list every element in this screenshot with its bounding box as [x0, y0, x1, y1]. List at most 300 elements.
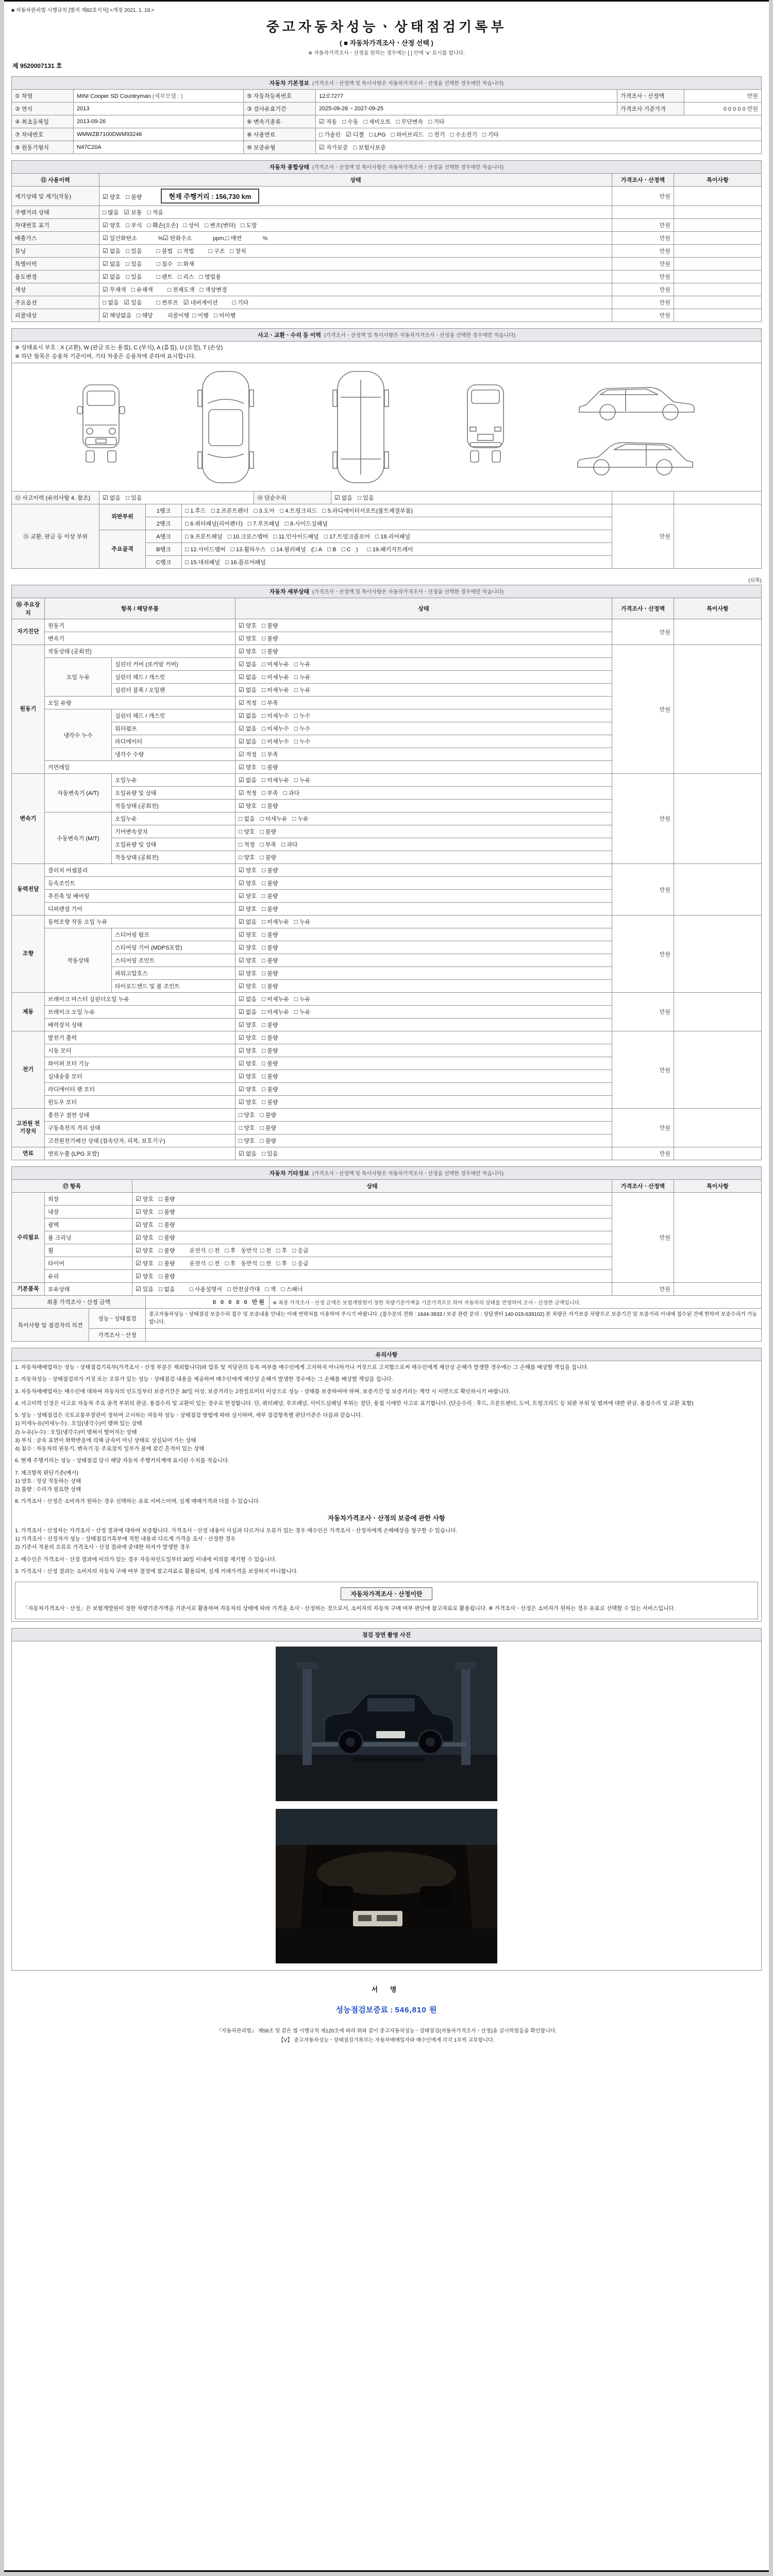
checkbox-unchecked[interactable] [260, 1137, 277, 1145]
checkbox-unchecked[interactable] [327, 546, 337, 553]
checkbox-checked[interactable] [239, 699, 257, 707]
checkbox-label: 과다 [287, 842, 298, 848]
checkbox-checked[interactable] [239, 763, 257, 771]
empty-box-icon: □ [262, 738, 266, 745]
checkbox-unchecked[interactable] [262, 711, 289, 720]
checkbox-unchecked[interactable] [294, 995, 311, 1003]
checkbox-unchecked[interactable] [178, 260, 194, 268]
checkbox-checked[interactable] [239, 930, 257, 939]
checked-box-icon: ☑ [183, 299, 189, 306]
checkbox-checked[interactable] [103, 234, 137, 242]
checkbox-unchecked[interactable] [262, 737, 289, 745]
checkbox-unchecked[interactable] [358, 494, 374, 502]
checkbox-unchecked[interactable] [231, 545, 266, 553]
checkbox-unchecked[interactable] [396, 117, 423, 126]
checkbox-label: 17.트렁크플로어 [329, 534, 371, 540]
checkbox-label: 세미오토 [368, 119, 391, 125]
checked-box-icon: ☑ [239, 892, 244, 900]
section-band-etc: 자동차 기타정보 (가격조사ㆍ산정액 및 특이사항은 자동차가격조사ㆍ산정을 선택한 경우에만 적습니다) [12, 1167, 762, 1180]
checkbox-unchecked[interactable] [375, 532, 410, 540]
checkbox-unchecked[interactable] [200, 285, 227, 294]
item-state [132, 1231, 612, 1244]
checkbox-unchecked[interactable] [260, 1259, 271, 1267]
fuel-label: ⑧ 사용연료 [244, 128, 316, 141]
checkbox-unchecked[interactable] [260, 1124, 277, 1132]
checkbox-label: 불량 [164, 1196, 175, 1202]
checkbox-unchecked[interactable] [294, 724, 311, 733]
item-state [236, 1057, 612, 1070]
checkbox-label: 있음 [131, 495, 142, 501]
checkbox-checked[interactable] [239, 634, 257, 642]
item-label: 실내송풍 모터 [45, 1070, 236, 1083]
checkbox-checked[interactable] [239, 673, 257, 681]
checkbox-unchecked[interactable] [254, 506, 275, 515]
checkbox-checked[interactable] [239, 892, 257, 900]
checkbox-unchecked[interactable] [248, 519, 280, 528]
item-state [236, 787, 612, 800]
checkbox-unchecked[interactable] [369, 131, 385, 138]
checkbox-unchecked[interactable] [262, 621, 278, 630]
checkbox-unchecked[interactable] [147, 221, 178, 229]
price-cell: 만원 [612, 1109, 674, 1147]
col-usage-history: ⑪ 사용이력 [12, 174, 99, 187]
checkbox-checked[interactable] [239, 1085, 257, 1093]
checkbox-checked[interactable] [239, 918, 257, 926]
checkbox-label: 수동 [347, 119, 359, 125]
checkbox-unchecked[interactable] [228, 532, 268, 540]
checkbox-label: 양호 [109, 223, 121, 229]
checkbox-unchecked[interactable] [283, 789, 300, 797]
vin-value: WMWZB7100DWM93246 [74, 128, 244, 141]
checkbox-checked[interactable] [239, 995, 257, 1003]
checkbox-unchecked[interactable] [126, 273, 142, 281]
checkbox-unchecked[interactable] [192, 311, 209, 319]
empty-box-icon: □ [159, 1221, 163, 1228]
checkbox-unchecked[interactable] [226, 234, 242, 242]
empty-box-icon: □ [262, 1086, 266, 1093]
checkbox-checked[interactable] [239, 1021, 257, 1029]
checkbox-unchecked[interactable] [281, 1285, 303, 1293]
checkbox-checked[interactable] [239, 1059, 257, 1067]
empty-box-icon: □ [230, 546, 234, 553]
summary-item-label: 리콜대상 [12, 309, 99, 322]
checkbox-unchecked[interactable] [205, 221, 236, 229]
checkbox-unchecked[interactable] [209, 1246, 220, 1255]
checkbox-checked[interactable] [239, 1008, 257, 1016]
checkbox-unchecked[interactable] [262, 969, 278, 977]
checkbox-checked[interactable] [136, 1208, 154, 1216]
price-cell: 만원 [612, 916, 674, 993]
checkbox-unchecked[interactable] [262, 647, 278, 655]
price-cell: 만원 [612, 864, 674, 916]
empty-box-icon: □ [327, 546, 331, 553]
checkbox-checked[interactable] [239, 969, 257, 977]
checkbox-unchecked[interactable] [157, 260, 173, 268]
checkbox-unchecked[interactable] [131, 285, 153, 294]
checkbox-checked[interactable] [239, 1098, 257, 1106]
checkbox-unchecked[interactable] [239, 1124, 255, 1132]
checkbox-checked[interactable] [319, 117, 337, 126]
checkbox-checked[interactable] [239, 724, 257, 733]
checkbox-checked[interactable] [239, 621, 257, 630]
checkbox-unchecked[interactable] [199, 273, 221, 281]
item-state [236, 658, 612, 671]
checkbox-unchecked[interactable] [185, 532, 223, 540]
rank-label: B랭크 [146, 543, 182, 556]
checkbox-unchecked[interactable] [276, 1246, 287, 1255]
checkbox-unchecked[interactable] [241, 221, 257, 229]
checkbox-label: 불량 [267, 868, 278, 874]
price-cell: 만원 [612, 296, 674, 309]
checkbox-label: 안전삼각대 [232, 1286, 260, 1293]
checkbox-label: 네비게이션 [190, 300, 218, 306]
checkbox-unchecked[interactable] [211, 506, 249, 515]
checkbox-label: 기타 [433, 119, 445, 125]
checkbox-unchecked[interactable] [159, 1272, 175, 1280]
checkbox-unchecked[interactable] [262, 866, 278, 874]
empty-box-icon: □ [428, 118, 432, 125]
empty-box-icon: □ [313, 546, 317, 553]
checkbox-unchecked[interactable] [103, 298, 119, 307]
checkbox-unchecked[interactable] [280, 506, 317, 515]
checkbox-unchecked[interactable] [262, 995, 289, 1003]
checkbox-unchecked[interactable] [260, 853, 277, 861]
checkbox-unchecked[interactable] [185, 558, 220, 566]
checkbox-label: 미세누유 [267, 919, 289, 925]
checkbox-unchecked[interactable] [294, 711, 311, 720]
col-note: 특이사항 [674, 1180, 761, 1193]
price-option-title: ( ■ 자동차가격조사ㆍ산정 선택 ) [340, 39, 433, 47]
reg-no-value: 12로7277 [316, 90, 617, 103]
checkbox-checked[interactable] [239, 647, 257, 655]
checkbox-unchecked[interactable] [260, 840, 277, 849]
checkbox-checked[interactable] [319, 143, 348, 151]
checkbox-unchecked[interactable] [239, 1137, 255, 1145]
checkbox-unchecked[interactable] [157, 247, 173, 255]
checkbox-checked[interactable] [239, 943, 257, 952]
empty-box-icon: □ [367, 546, 371, 553]
checkbox-unchecked[interactable] [265, 1285, 276, 1293]
checkbox-unchecked[interactable] [271, 545, 306, 553]
checkbox-checked[interactable] [136, 1272, 154, 1280]
checkbox-checked[interactable] [239, 956, 257, 964]
checkbox-unchecked[interactable] [260, 815, 288, 823]
checkbox-unchecked[interactable] [367, 545, 413, 553]
checkbox-checked[interactable] [239, 1149, 257, 1158]
checkbox-unchecked[interactable] [292, 815, 309, 823]
checkbox-label: B [332, 547, 337, 553]
checkbox-unchecked[interactable] [313, 546, 322, 553]
checkbox-checked[interactable] [136, 1259, 154, 1267]
checkbox-checked[interactable] [103, 193, 121, 201]
col-note: 특이사항 [674, 598, 761, 619]
car-front-diagram [73, 376, 129, 479]
checkbox-unchecked[interactable] [294, 1008, 311, 1016]
checkbox-checked[interactable] [163, 234, 192, 242]
checkbox-unchecked[interactable] [364, 117, 391, 126]
item-state [236, 838, 612, 851]
checkbox-unchecked[interactable] [429, 130, 445, 139]
checkbox-unchecked[interactable] [450, 130, 477, 139]
checkbox-unchecked[interactable] [262, 673, 289, 681]
table-row [12, 128, 762, 141]
col-note: 특이사항 [674, 174, 761, 187]
checkbox-unchecked[interactable] [167, 285, 195, 294]
checkbox-checked[interactable] [136, 1246, 154, 1255]
device-row [12, 1109, 762, 1122]
checkbox-label: 양호 [245, 984, 257, 990]
checkbox-unchecked[interactable] [294, 673, 311, 681]
table-row [12, 103, 762, 115]
checkbox-unchecked[interactable] [262, 802, 278, 810]
checkbox-unchecked[interactable] [159, 1221, 175, 1229]
checkbox-unchecked[interactable] [126, 221, 142, 229]
checkbox-unchecked[interactable] [159, 1195, 175, 1203]
checkbox-checked[interactable] [239, 982, 257, 990]
checkbox-unchecked[interactable] [126, 247, 142, 255]
checkbox-unchecked[interactable] [239, 853, 255, 861]
col-state: 상태 [132, 1180, 612, 1193]
checkbox-checked[interactable] [239, 879, 257, 887]
checkbox-checked[interactable] [239, 789, 257, 797]
checked-box-icon: ☑ [239, 995, 244, 1003]
col-price: 가격조사ㆍ산정액 [612, 1180, 674, 1193]
empty-box-icon: □ [126, 193, 130, 200]
checkbox-unchecked[interactable] [126, 193, 142, 201]
item-label: 냉각수 수량 [112, 748, 236, 761]
checkbox-label: 양호 [245, 1087, 257, 1093]
checked-box-icon: ☑ [239, 635, 244, 642]
checkbox-unchecked[interactable] [137, 311, 153, 319]
checkbox-unchecked[interactable] [273, 532, 318, 540]
checkbox-unchecked[interactable] [262, 1098, 278, 1106]
checkbox-checked[interactable] [136, 1221, 154, 1229]
empty-box-icon: □ [239, 1137, 243, 1144]
checkbox-unchecked[interactable] [262, 686, 289, 694]
checked-box-icon: ☑ [239, 982, 244, 990]
checkbox-label: 부족 [267, 752, 278, 758]
panel-items [182, 543, 612, 556]
checkbox-unchecked[interactable] [262, 776, 289, 784]
checkbox-checked[interactable] [103, 247, 121, 255]
checkbox-unchecked[interactable] [185, 545, 226, 553]
checkbox-unchecked[interactable] [428, 117, 445, 126]
checkbox-unchecked[interactable] [262, 892, 278, 900]
checkbox-unchecked[interactable] [262, 1008, 289, 1016]
checkbox-checked[interactable] [136, 1195, 154, 1203]
checkbox-unchecked[interactable] [260, 1246, 271, 1255]
checkbox-unchecked[interactable] [159, 1233, 175, 1242]
checkbox-unchecked[interactable] [225, 558, 266, 566]
opinion-text [146, 1329, 762, 1342]
checkbox-unchecked[interactable] [159, 1259, 175, 1267]
checkbox-unchecked[interactable] [262, 789, 278, 797]
inspection-fee [11, 2004, 762, 2015]
checkbox-label: 양호 [142, 1248, 154, 1254]
checkbox-unchecked[interactable] [262, 905, 278, 913]
checkbox-unchecked[interactable] [178, 247, 194, 255]
checkbox-unchecked[interactable] [262, 1149, 278, 1158]
checkbox-unchecked[interactable] [285, 519, 328, 528]
checkbox-unchecked[interactable] [292, 1259, 309, 1267]
checkbox-checked[interactable] [239, 905, 257, 913]
empty-box-icon: □ [262, 1047, 266, 1054]
checkbox-unchecked[interactable] [178, 273, 194, 281]
checked-box-icon: ☑ [239, 789, 244, 796]
checkbox-checked[interactable] [239, 802, 257, 810]
checkbox-checked[interactable] [103, 260, 121, 268]
checkbox-checked[interactable] [239, 711, 257, 720]
checkbox-checked[interactable] [334, 494, 352, 502]
checkbox-unchecked[interactable] [260, 1111, 277, 1119]
checkbox-unchecked[interactable] [159, 1246, 175, 1255]
checkbox-unchecked[interactable] [126, 260, 142, 268]
checkbox-unchecked[interactable] [190, 1285, 222, 1293]
checkbox-unchecked[interactable] [391, 130, 423, 139]
device-group-label: 동력전달 [12, 864, 45, 916]
checkbox-unchecked[interactable] [262, 660, 289, 668]
checked-box-icon: ☑ [103, 312, 108, 319]
checkbox-unchecked[interactable] [262, 879, 278, 887]
checkbox-checked[interactable] [103, 285, 126, 294]
checkbox-checked[interactable] [103, 311, 131, 319]
checkbox-unchecked[interactable] [319, 130, 341, 139]
checkbox-unchecked[interactable] [239, 827, 255, 836]
checkbox-unchecked[interactable] [324, 532, 370, 540]
empty-box-icon: □ [239, 1124, 243, 1131]
empty-box-icon: □ [126, 260, 130, 267]
checkbox-unchecked[interactable] [262, 750, 278, 758]
checkbox-unchecked[interactable] [260, 827, 277, 836]
checkbox-checked[interactable] [239, 686, 257, 694]
checkbox-checked[interactable] [136, 1233, 154, 1242]
checkbox-checked[interactable] [239, 776, 257, 784]
checkbox-checked[interactable] [124, 298, 142, 307]
checkbox-checked[interactable] [239, 1033, 257, 1042]
checkbox-unchecked[interactable] [262, 699, 278, 707]
empty-box-icon: □ [262, 725, 266, 732]
checkbox-unchecked[interactable] [294, 660, 311, 668]
checked-box-icon: ☑ [239, 867, 244, 874]
checkbox-unchecked[interactable] [262, 930, 278, 939]
checkbox-unchecked[interactable] [262, 1046, 278, 1055]
checkbox-label: 자동 [326, 119, 338, 125]
checkbox-unchecked[interactable] [294, 686, 311, 694]
checkbox-unchecked[interactable] [185, 506, 206, 515]
checkbox-unchecked[interactable] [323, 506, 413, 515]
checkbox-unchecked[interactable] [227, 1285, 260, 1293]
checkbox-unchecked[interactable] [262, 1059, 278, 1067]
checkbox-unchecked[interactable] [209, 247, 225, 255]
checkbox-unchecked[interactable] [262, 1033, 278, 1042]
form-reference: ■ 자동차관리법 시행규칙 [별지 제82호서식] <개정 2021. 1. 19.> [11, 8, 155, 13]
checkbox-checked[interactable] [183, 298, 218, 307]
checkbox-label: 사용설명서 [194, 1286, 222, 1293]
checkbox-unchecked[interactable] [159, 1208, 175, 1216]
checkbox-checked[interactable] [239, 737, 257, 745]
checkbox-checked[interactable] [103, 273, 121, 281]
checkbox-unchecked[interactable] [294, 776, 311, 784]
empty-box-icon: □ [358, 494, 362, 501]
device-group-label: 기본품목 [12, 1283, 45, 1296]
checkbox-unchecked[interactable] [159, 1285, 175, 1293]
checkbox-unchecked[interactable] [183, 221, 200, 229]
checkbox-unchecked[interactable] [214, 311, 236, 319]
checkbox-checked[interactable] [124, 208, 142, 216]
empty-box-icon: □ [167, 286, 172, 293]
checkbox-unchecked[interactable] [262, 1072, 278, 1080]
checkbox-checked[interactable] [136, 1285, 154, 1293]
checkbox-unchecked[interactable] [262, 943, 278, 952]
base-price-value: 0 0 0 0 0 만원 [684, 103, 761, 115]
empty-box-icon: □ [156, 260, 160, 267]
checkbox-label: 불량 [131, 194, 142, 200]
checkbox-unchecked[interactable] [262, 918, 289, 926]
checkbox-unchecked[interactable] [276, 1259, 287, 1267]
checkbox-unchecked[interactable] [482, 130, 499, 139]
checkbox-unchecked[interactable] [262, 956, 278, 964]
checkbox-unchecked[interactable] [239, 815, 255, 823]
checkbox-checked[interactable] [239, 1072, 257, 1080]
checkbox-unchecked[interactable] [262, 1085, 278, 1093]
checkbox-unchecked[interactable] [225, 1259, 236, 1267]
empty-box-icon: □ [262, 970, 266, 977]
checkbox-unchecked[interactable] [294, 918, 311, 926]
checkbox-unchecked[interactable] [157, 298, 178, 307]
checkbox-checked[interactable] [239, 660, 257, 668]
item-state [236, 1083, 612, 1096]
empty-box-icon: □ [260, 815, 264, 822]
note-cell [674, 232, 761, 245]
checkbox-unchecked[interactable] [239, 1111, 255, 1119]
checkbox-checked[interactable] [239, 1046, 257, 1055]
checkbox-unchecked[interactable] [262, 1021, 278, 1029]
checkbox-unchecked[interactable] [230, 247, 246, 255]
checkbox-unchecked[interactable] [239, 840, 255, 849]
checkbox-unchecked[interactable] [157, 273, 173, 281]
checkbox-checked[interactable] [239, 866, 257, 874]
empty-box-icon: □ [294, 673, 298, 681]
checkbox-checked[interactable] [239, 750, 257, 758]
checkbox-checked[interactable] [346, 130, 364, 139]
checkbox-label: 누수 [299, 713, 311, 719]
checkbox-unchecked[interactable] [342, 546, 351, 553]
checkbox-unchecked[interactable] [185, 519, 243, 528]
empty-box-icon: □ [178, 273, 182, 280]
checkbox-unchecked[interactable] [209, 1259, 220, 1267]
checkbox-unchecked[interactable] [262, 763, 278, 771]
checkbox-unchecked[interactable] [232, 298, 249, 307]
checkbox-unchecked[interactable] [292, 1246, 309, 1255]
column-header-row [12, 174, 762, 187]
col-state: 상태 [99, 174, 612, 187]
checkbox-label: 없음 [245, 713, 257, 719]
checkbox-unchecked[interactable] [353, 143, 385, 151]
checkbox-checked[interactable] [103, 221, 121, 229]
checkbox-unchecked[interactable] [294, 737, 311, 745]
checkbox-unchecked[interactable] [147, 208, 164, 216]
checkbox-checked[interactable] [103, 494, 121, 502]
checkbox-unchecked[interactable] [225, 1246, 236, 1255]
checkbox-unchecked[interactable] [103, 208, 119, 216]
checkbox-unchecked[interactable] [262, 724, 289, 733]
checkbox-label: 9.프론트패널 [190, 534, 223, 540]
checkbox-unchecked[interactable] [262, 982, 278, 990]
checkbox-unchecked[interactable] [262, 634, 278, 642]
checkbox-unchecked[interactable] [281, 840, 298, 849]
checkbox-unchecked[interactable] [126, 494, 142, 502]
checkbox-unchecked[interactable] [342, 117, 359, 126]
